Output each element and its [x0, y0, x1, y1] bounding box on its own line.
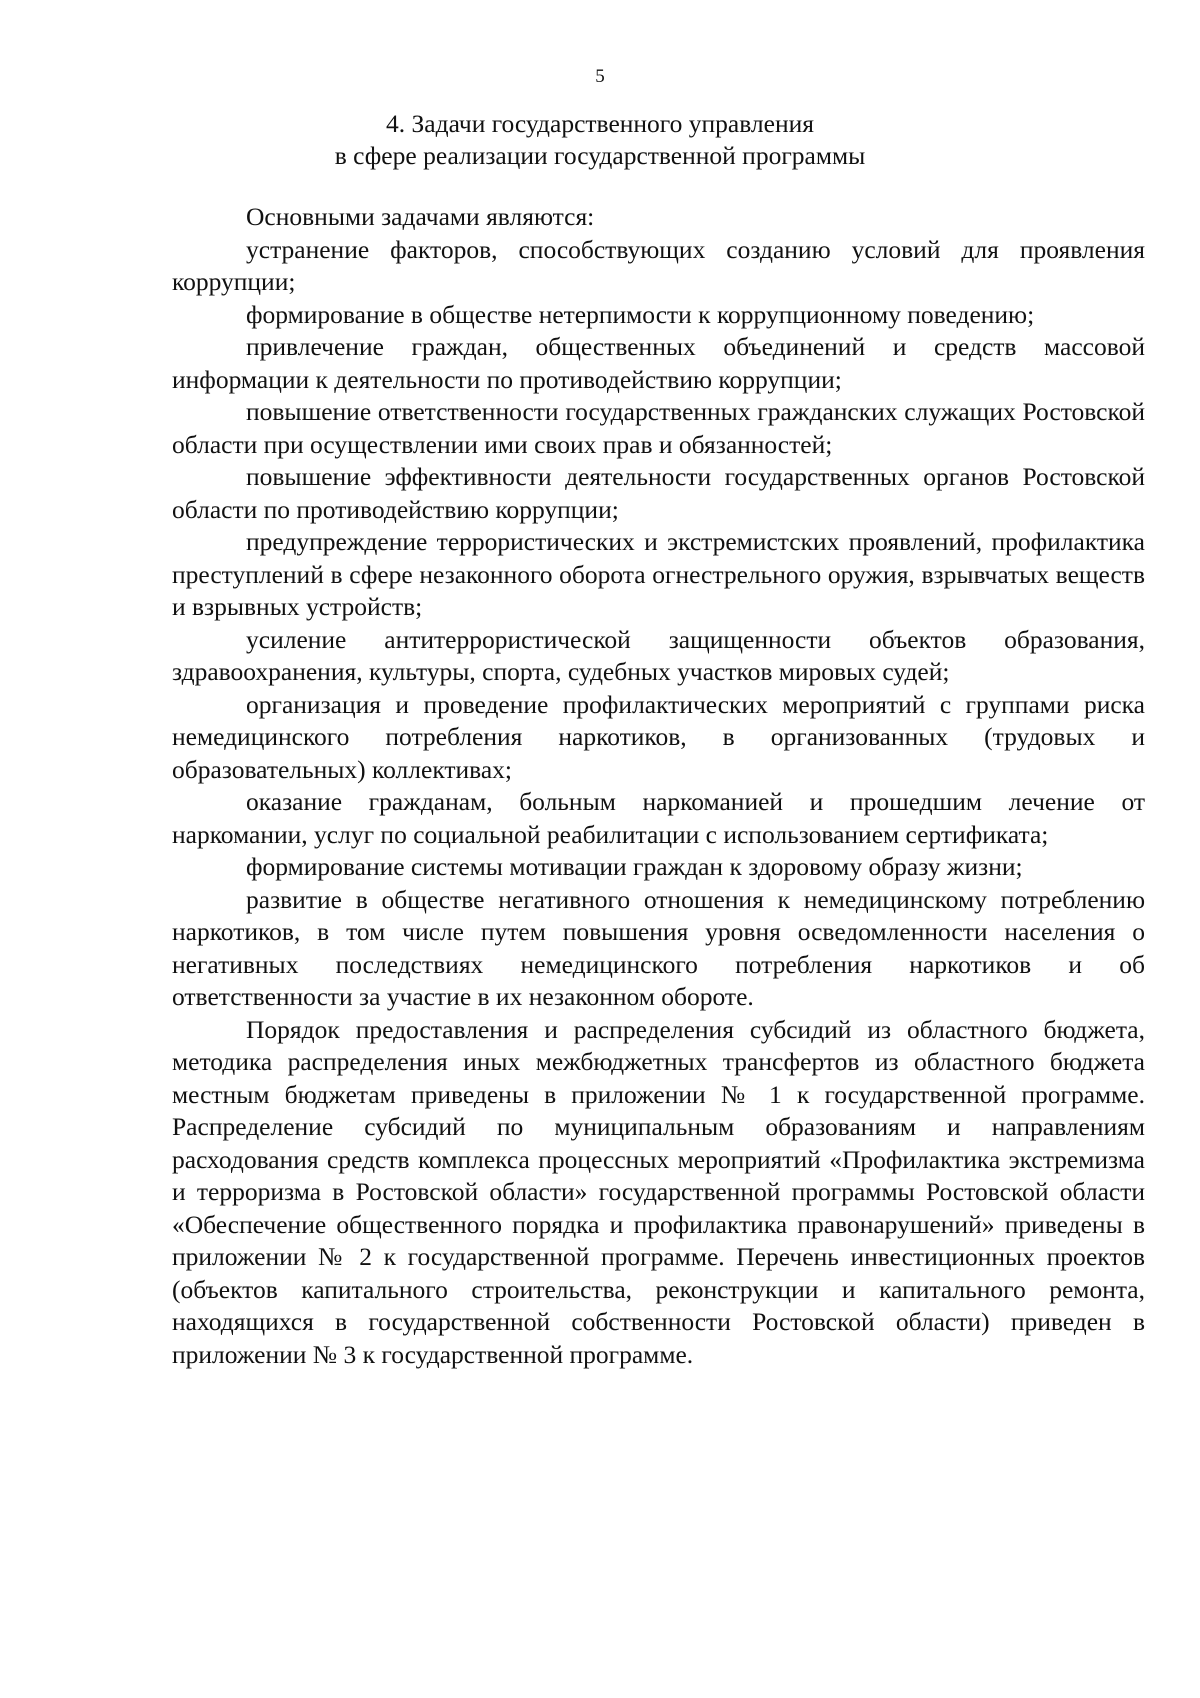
task-item: предупреждение террористических и экстремистских проявлений, профилактика преступлений в сфере незаконного оборота огнестрельного оружия, взрывчатых веществ и взрывных устройств;: [172, 527, 1145, 621]
task-item: развитие в обществе негативного отношения к немедицинскому потреблению наркотиков, в том числе путем повышения уровня осведомленности населения о негативных последствиях немедицинского потребления наркотиков и об ответственности за участие в их незаконном обороте.: [172, 884, 1145, 1011]
task-item: оказание гражданам, больным наркоманией и прошедшим лечение от наркомании, услуг по социальной реабилитации с использованием сертификата;: [172, 787, 1145, 849]
task-item: повышение ответственности государственных гражданских служащих Ростовской области при осуществлении ими своих прав и обязанностей;: [172, 397, 1145, 459]
task-item: усиление антитеррористической защищенности объектов образования, здравоохранения, культуры, спорта, судебных участков мировых судей;: [172, 624, 1145, 686]
task-item: устранение факторов, способствующих созданию условий для проявления коррупции;: [172, 234, 1145, 296]
page-number: 5: [595, 66, 605, 87]
section-title-line-1: 4. Задачи государственного управления: [386, 109, 814, 138]
section-title: [0, 108, 1200, 172]
task-item: формирование в обществе нетерпимости к коррупционному поведению;: [246, 299, 1035, 329]
document-body: [172, 201, 1145, 1371]
paragraph-procedure: Порядок предоставления и распределения субсидий из областного бюджета, методика распределения иных межбюджетных трансфертов из областного бюджета местным бюджетам приведены в приложении № 1 к государственной программе. Распределение субсидий по муниципальным образованиям и направлениям расходования средств комплекса процессных мероприятий «Профилактика экстремизма и терроризма в Ростовской области» государственной программы Ростовской области «Обеспечение общественного порядка и профилактика правонарушений» приведены в приложении № 2 к государственной программе. Перечень инвестиционных проектов (объектов капитального строительства, реконструкции и капитального ремонта, находящихся в государственной собственности Ростовской области) приведен в приложении № 3 к государственной программе.: [172, 1014, 1145, 1369]
paragraph-intro: Основными задачами являются:: [246, 202, 595, 231]
task-item: повышение эффективности деятельности государственных органов Ростовской области по противодействию коррупции;: [172, 462, 1145, 524]
task-item: организация и проведение профилактических мероприятий с группами риска немедицинского потребления наркотиков, в организованных (трудовых и образовательных) коллективах;: [172, 689, 1145, 784]
task-item: привлечение граждан, общественных объединений и средств массовой информации к деятельности по противодействию коррупции;: [172, 332, 1145, 394]
section-title-line-2: в сфере реализации государственной программы: [334, 141, 866, 170]
task-item: формирование системы мотивации граждан к здоровому образу жизни;: [246, 852, 1023, 881]
